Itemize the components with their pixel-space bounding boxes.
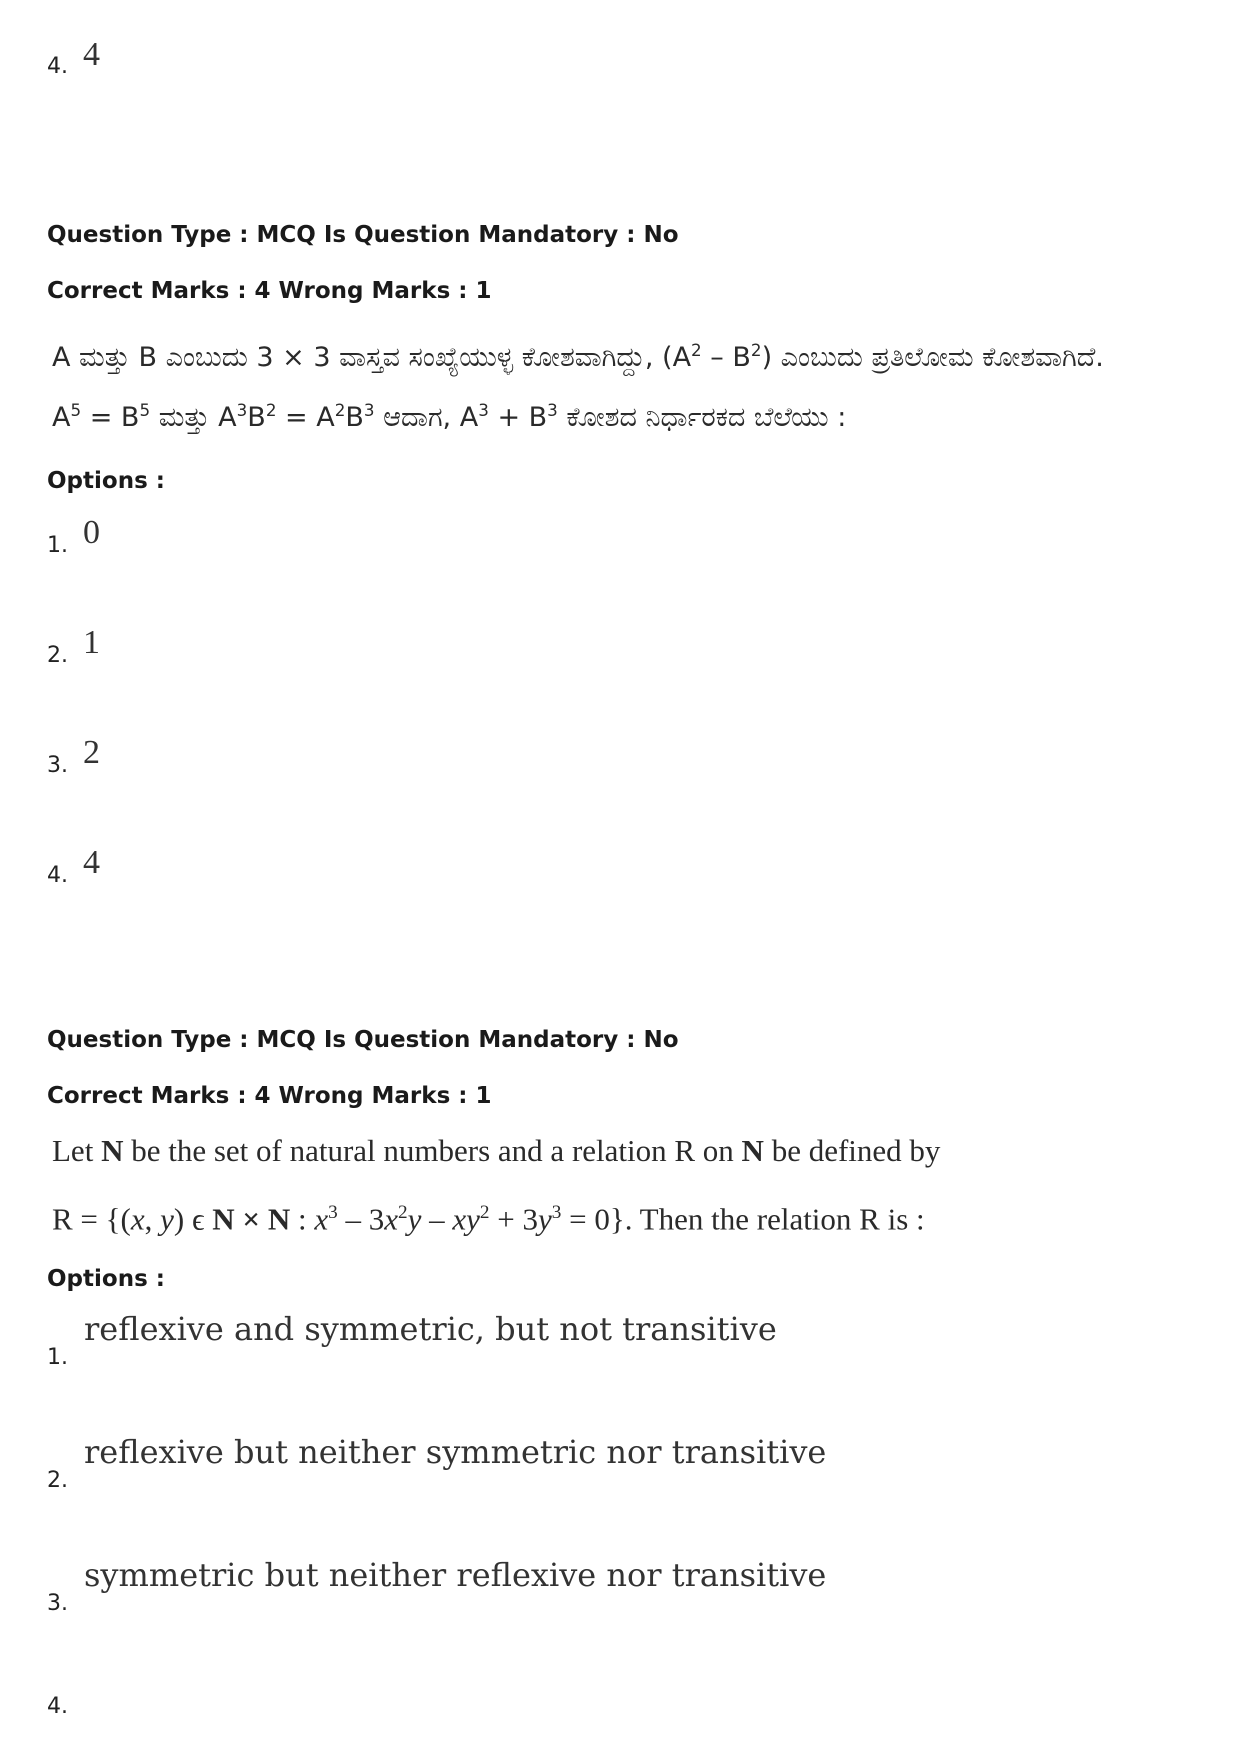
options-label: Options : — [47, 468, 165, 494]
option-value: 4 — [83, 36, 100, 73]
option-number: 4. — [47, 1694, 68, 1719]
marks-line: Correct Marks : 4 Wrong Marks : 1 — [47, 278, 492, 304]
option-value[interactable]: reflexive but neither symmetric nor transitive — [84, 1433, 827, 1471]
question-text-line-1: A ಮತ್ತು B ಎಂಬುದು 3 × 3 ವಾಸ್ತವ ಸಂಖ್ಯೆಯುಳ್ಳ ಕೋಶವಾಗಿದ್ದು, $(A^2 - B^2)$ ಎಂಬುದು ಪ್ರತಿಲೋಮ ಕೋಶವಾಗಿದೆ. — [52, 340, 1104, 373]
question-text — [52, 1126, 1182, 1238]
option-number: 4. — [47, 863, 68, 888]
question-type-line: Question Type : MCQ Is Question Mandatory : No — [47, 222, 679, 248]
option-number: 2. — [47, 1468, 68, 1493]
question-text-line-1: Let N be the set of natural numbers and a relation R on N be defined by — [52, 1133, 941, 1168]
option-value[interactable]: reflexive and symmetric, but not transitive — [84, 1310, 777, 1348]
question-text — [52, 326, 1182, 434]
option-value[interactable]: 0 — [83, 514, 100, 551]
option-number: 4. — [47, 54, 68, 79]
option-number: 2. — [47, 643, 68, 668]
option-number: 3. — [47, 753, 68, 778]
question-text-line-2: $A^5 = B^5$ ಮತ್ತು $A^3B^2 = A^2B^3$ ಆದಾಗ, $A^3 + B^3$ ಕೋಶದ ನಿರ್ಧಾರಕದ ಬೆಲೆಯು : — [52, 400, 847, 433]
option-number: 3. — [47, 1591, 68, 1616]
marks-line: Correct Marks : 4 Wrong Marks : 1 — [47, 1083, 492, 1109]
option-number: 1. — [47, 533, 68, 558]
option-value[interactable]: 1 — [83, 624, 100, 661]
options-label: Options : — [47, 1266, 165, 1292]
option-value[interactable]: symmetric but neither reflexive nor transitive — [84, 1556, 827, 1594]
question-text-line-2: R = {(x, y) ϵ N × N : $x^3 - 3x^2y - xy^2 + 3y^3 = 0$}. Then the relation R is : — [52, 1201, 925, 1237]
option-value[interactable]: 4 — [83, 844, 100, 881]
option-value[interactable]: 2 — [83, 734, 100, 771]
option-number: 1. — [47, 1345, 68, 1370]
question-type-line: Question Type : MCQ Is Question Mandatory : No — [47, 1027, 679, 1053]
